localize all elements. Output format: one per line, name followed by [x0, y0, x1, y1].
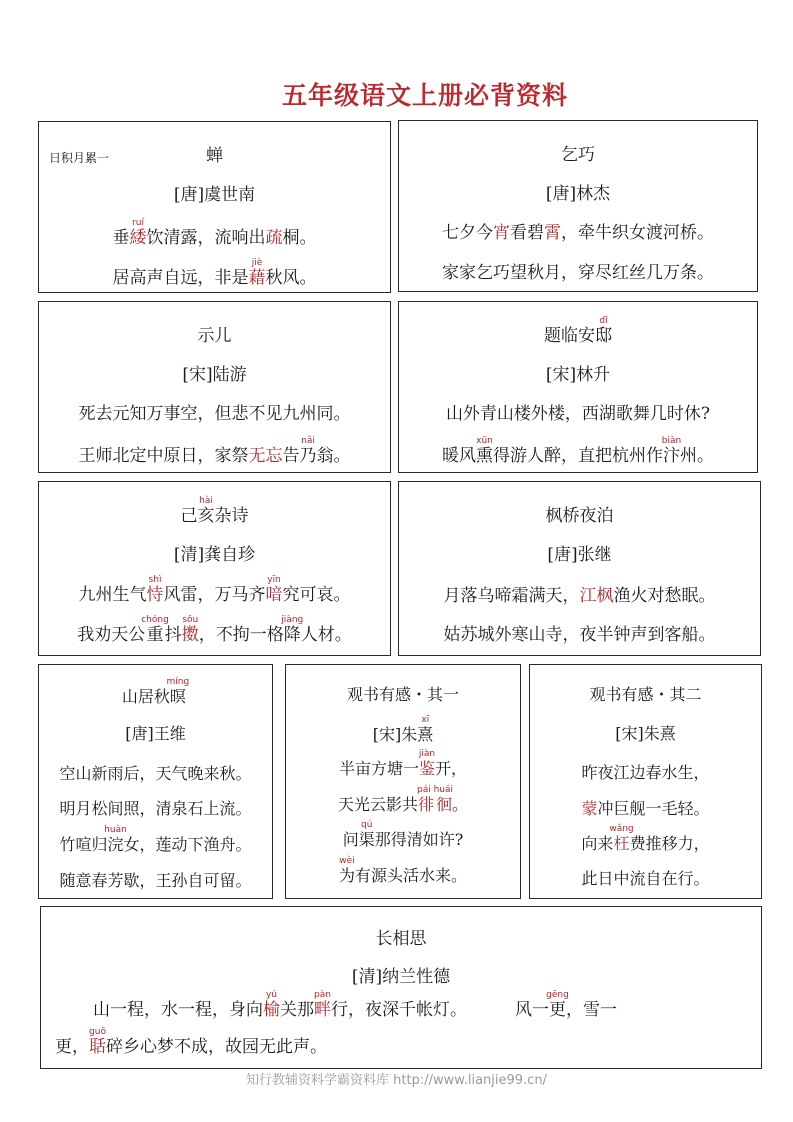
poem-card-shier: [38, 301, 391, 473]
poem-author: [唐]虞世南: [173, 185, 256, 205]
poem-author: [清]龚自珍: [173, 545, 256, 565]
poem-title: 示儿: [197, 326, 232, 346]
poem-line: 月落乌啼霜满天，江枫渔火对愁眠。: [443, 586, 716, 606]
document-title: 五年级语文上册必背资料: [282, 81, 569, 110]
poem-line: 为wèi有源头活水来。: [338, 856, 468, 885]
poem-line: 居高声自远，非是藉jiè秋风。: [112, 258, 317, 288]
poem-title: 山居秋暝míng: [121, 677, 190, 706]
poem-line: 死去元知万事空，但悲不见九州同。: [78, 404, 351, 424]
poem-line: 明月松间照，清泉石上流。: [59, 799, 252, 818]
poem-line: 此日中流自在行。: [581, 869, 710, 888]
poem-body: 山一程，水一程，身向榆yú关那畔pàn行，夜深千帐灯。 风一更gēng，雪一 更，聒guō碎乡心梦不成，故园无此声。: [55, 990, 617, 1057]
poem-line: 问渠qú那得清如许?: [342, 820, 464, 849]
poem-card-tilinandi: [398, 301, 758, 473]
poem-line: 随意春芳歇，王孙自可留。: [59, 871, 252, 890]
poem-line: 半亩方塘一鉴jiàn开，: [338, 749, 468, 778]
poem-author: [宋]陆游: [182, 365, 247, 385]
poem-card-shanjuqiuming: [38, 664, 273, 899]
poem-title: 观书有感・其二: [589, 685, 702, 704]
poem-line: 空山新雨后，天气晚来秋。: [59, 764, 252, 783]
poem-author: [唐]张继: [547, 545, 612, 565]
poem-card-fengqiaoyebo: [398, 481, 761, 656]
poem-line: 昨夜江边春水生，: [581, 763, 710, 782]
poem-line: 我劝天公重chóng抖擞sǒu，不拘一格降jiàng人材。: [77, 615, 352, 645]
poem-title: 观书有感・其一: [346, 685, 459, 704]
poem-author: [宋]林升: [545, 365, 611, 385]
poem-line: 姑苏城外寒山寺，夜半钟声到客船。: [443, 625, 716, 645]
poem-card-chan: [38, 121, 391, 293]
poem-line: 蒙冲巨舰一毛轻。: [581, 799, 710, 818]
footer-link[interactable]: 知行教辅资料学霸资料库 http://www.lianjie99.cn/: [246, 1073, 547, 1088]
poem-title: 题临安邸dǐ: [544, 316, 612, 346]
poem-card-jihaizashi: [38, 481, 391, 656]
poem-card-qiqiao: [398, 120, 758, 292]
poem-line: 王师北定中原日，家祭无忘告乃nǎi翁。: [78, 436, 351, 466]
poem-title: 枫桥夜泊: [545, 506, 614, 526]
poem-card-guanshuyougan-2: [529, 664, 762, 899]
poem-line: 天光云影共徘徊pái huái。: [337, 785, 469, 814]
poem-title: 乞巧: [561, 145, 595, 165]
poem-title: 长相思: [375, 929, 427, 949]
poem-card-guanshuyougan-1: [285, 664, 521, 899]
poem-author: [唐]王维: [125, 724, 186, 743]
poem-line: 向来枉wǎng费推移力，: [581, 824, 710, 853]
poem-title: 己亥hài杂诗: [180, 496, 249, 526]
poem-line: 山外青山楼外楼，西湖歌舞几时休?: [445, 404, 711, 424]
poem-line: 家家乞巧望秋月，穿尽红丝几万条。: [442, 263, 714, 283]
poem-author: [清]纳兰性德: [351, 967, 451, 987]
poem-line: 七夕今宵看碧霄，牵牛织女渡河桥。: [442, 223, 714, 243]
poem-line: 九州生气恃shì风雷，万马齐喑yīn究可哀。: [78, 575, 351, 605]
poem-author: [宋]朱熹: [615, 724, 676, 743]
poem-title: 蝉: [206, 146, 223, 166]
poem-card-changxiangsi: [40, 906, 762, 1069]
poem-line: 竹喧归浣huàn女，莲动下渔舟。: [59, 825, 252, 854]
poem-line: 垂緌ruí饮清露，流响出疏桐。: [112, 218, 317, 248]
poem-author: [唐]林杰: [545, 184, 611, 204]
poem-line: 暖风熏xūn得游人醉，直把杭州作汴biàn州。: [442, 436, 714, 466]
section-tag: 日积月累一: [49, 151, 110, 165]
poem-author: [宋]朱熹xī: [372, 715, 434, 744]
